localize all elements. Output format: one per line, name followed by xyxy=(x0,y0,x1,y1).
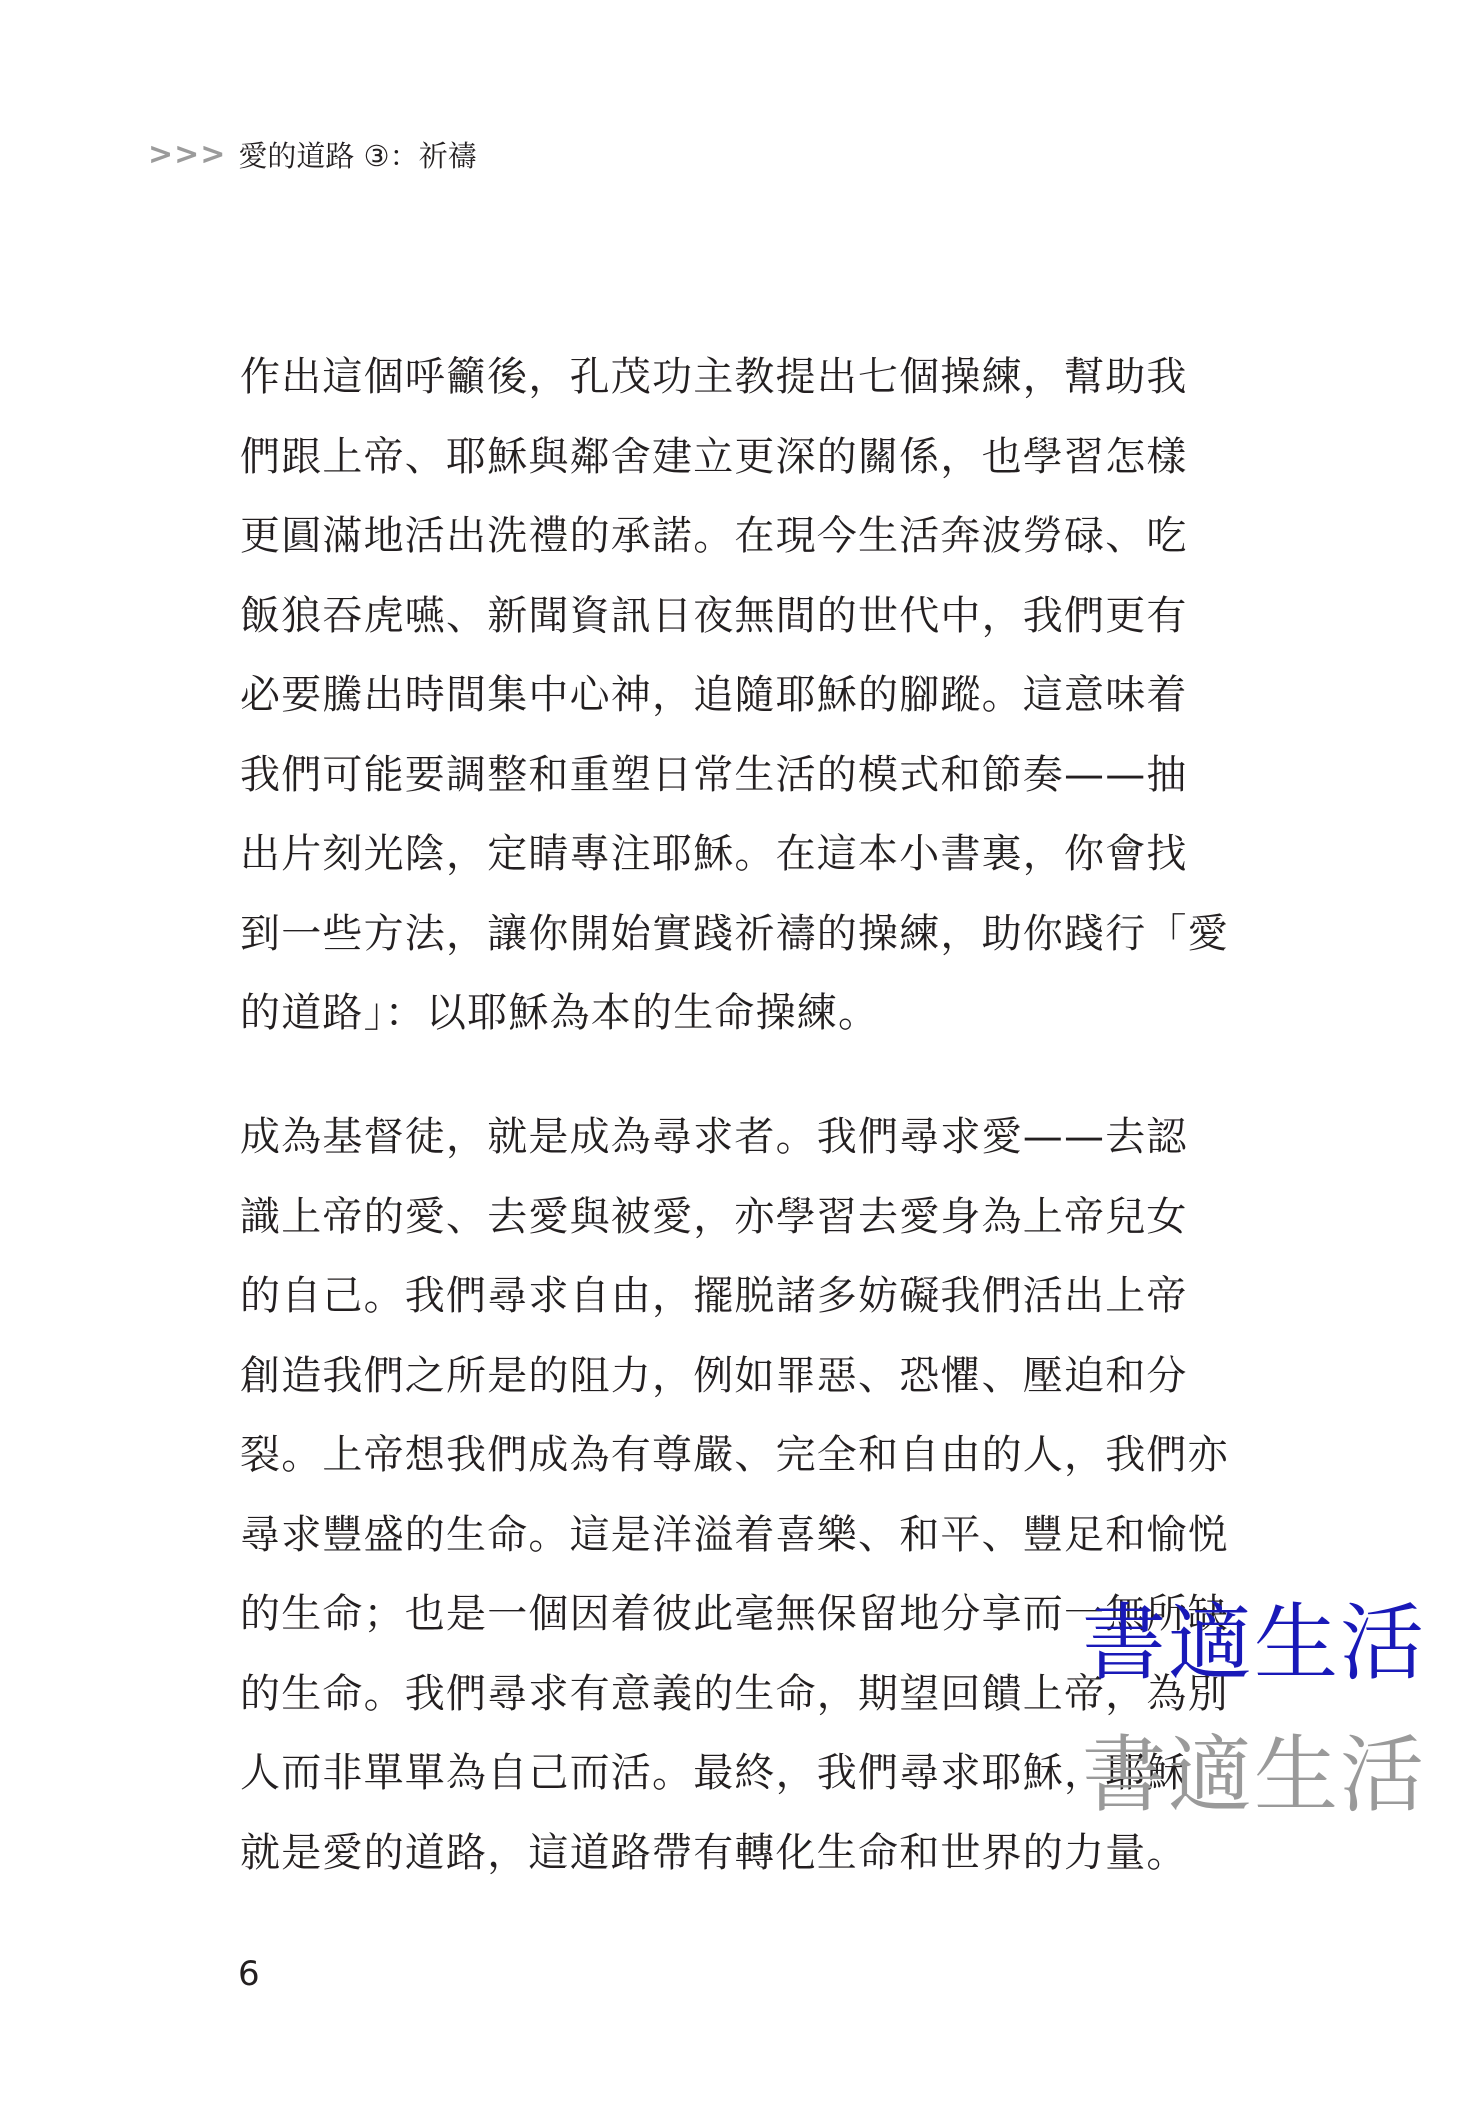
text-line: 的自己。我們尋求自由，擺脱諸多妨礙我們活出上帝 xyxy=(240,1273,1188,1319)
text-line: 識上帝的愛、去愛與被愛，亦學習去愛身為上帝兒女 xyxy=(240,1193,1188,1240)
running-header xyxy=(148,132,477,176)
book-title: 愛的道路 ③：祈禱 xyxy=(238,138,477,173)
text-line: 的生命；也是一個因着彼此毫無保留地分享而一無所缺 xyxy=(240,1591,1229,1637)
text-line: 我們可能要調整和重塑日常生活的模式和節奏——抽 xyxy=(240,751,1188,798)
text-line: 的道路」：以耶穌為本的生命操練。 xyxy=(240,990,880,1036)
text-line: 的生命。我們尋求有意義的生命，期望回饋上帝，為別 xyxy=(240,1670,1229,1717)
text-line: 人而非單單為自己而活。最終，我們尋求耶穌，耶穌 xyxy=(240,1750,1188,1796)
text-line: 到一些方法，讓你開始實踐祈禱的操練，助你踐行「愛 xyxy=(240,910,1229,957)
paragraph-2 xyxy=(240,1098,1229,1893)
text-line: 創造我們之所是的阻力，例如罪惡、恐懼、壓迫和分 xyxy=(240,1352,1188,1399)
text-line: 就是愛的道路，這道路帶有轉化生命和世界的力量。 xyxy=(240,1829,1188,1876)
paragraph-1 xyxy=(240,338,1229,1054)
watermark-blue: 書適生活 xyxy=(1082,1594,1427,1692)
text-line: 們跟上帝、耶穌與鄰舍建立更深的關係，也學習怎樣 xyxy=(240,433,1188,480)
text-line: 出片刻光陰，定睛專注耶穌。在這本小書裏，你會找 xyxy=(240,831,1188,877)
page-number: 6 xyxy=(238,1954,260,1994)
text-line: 作出這個呼籲後，孔茂功主教提出七個操練，幫助我 xyxy=(240,354,1188,400)
text-line: 飯狼吞虎嚥、新聞資訊日夜無間的世代中，我們更有 xyxy=(240,592,1188,639)
header-arrows-icon: >>> xyxy=(148,136,227,172)
text-line: 更圓滿地活出洗禮的承諾。在現今生活奔波勞碌、吃 xyxy=(240,513,1188,559)
text-line: 成為基督徒，就是成為尋求者。我們尋求愛——去認 xyxy=(240,1114,1188,1160)
text-line: 必要騰出時間集中心神，追隨耶穌的腳蹤。這意味着 xyxy=(240,672,1188,718)
text-line: 裂。上帝想我們成為有尊嚴、完全和自由的人，我們亦 xyxy=(240,1432,1229,1478)
watermark-gray: 書適生活 xyxy=(1082,1726,1427,1824)
text-line: 尋求豐盛的生命。這是洋溢着喜樂、和平、豐足和愉悦 xyxy=(240,1511,1229,1558)
